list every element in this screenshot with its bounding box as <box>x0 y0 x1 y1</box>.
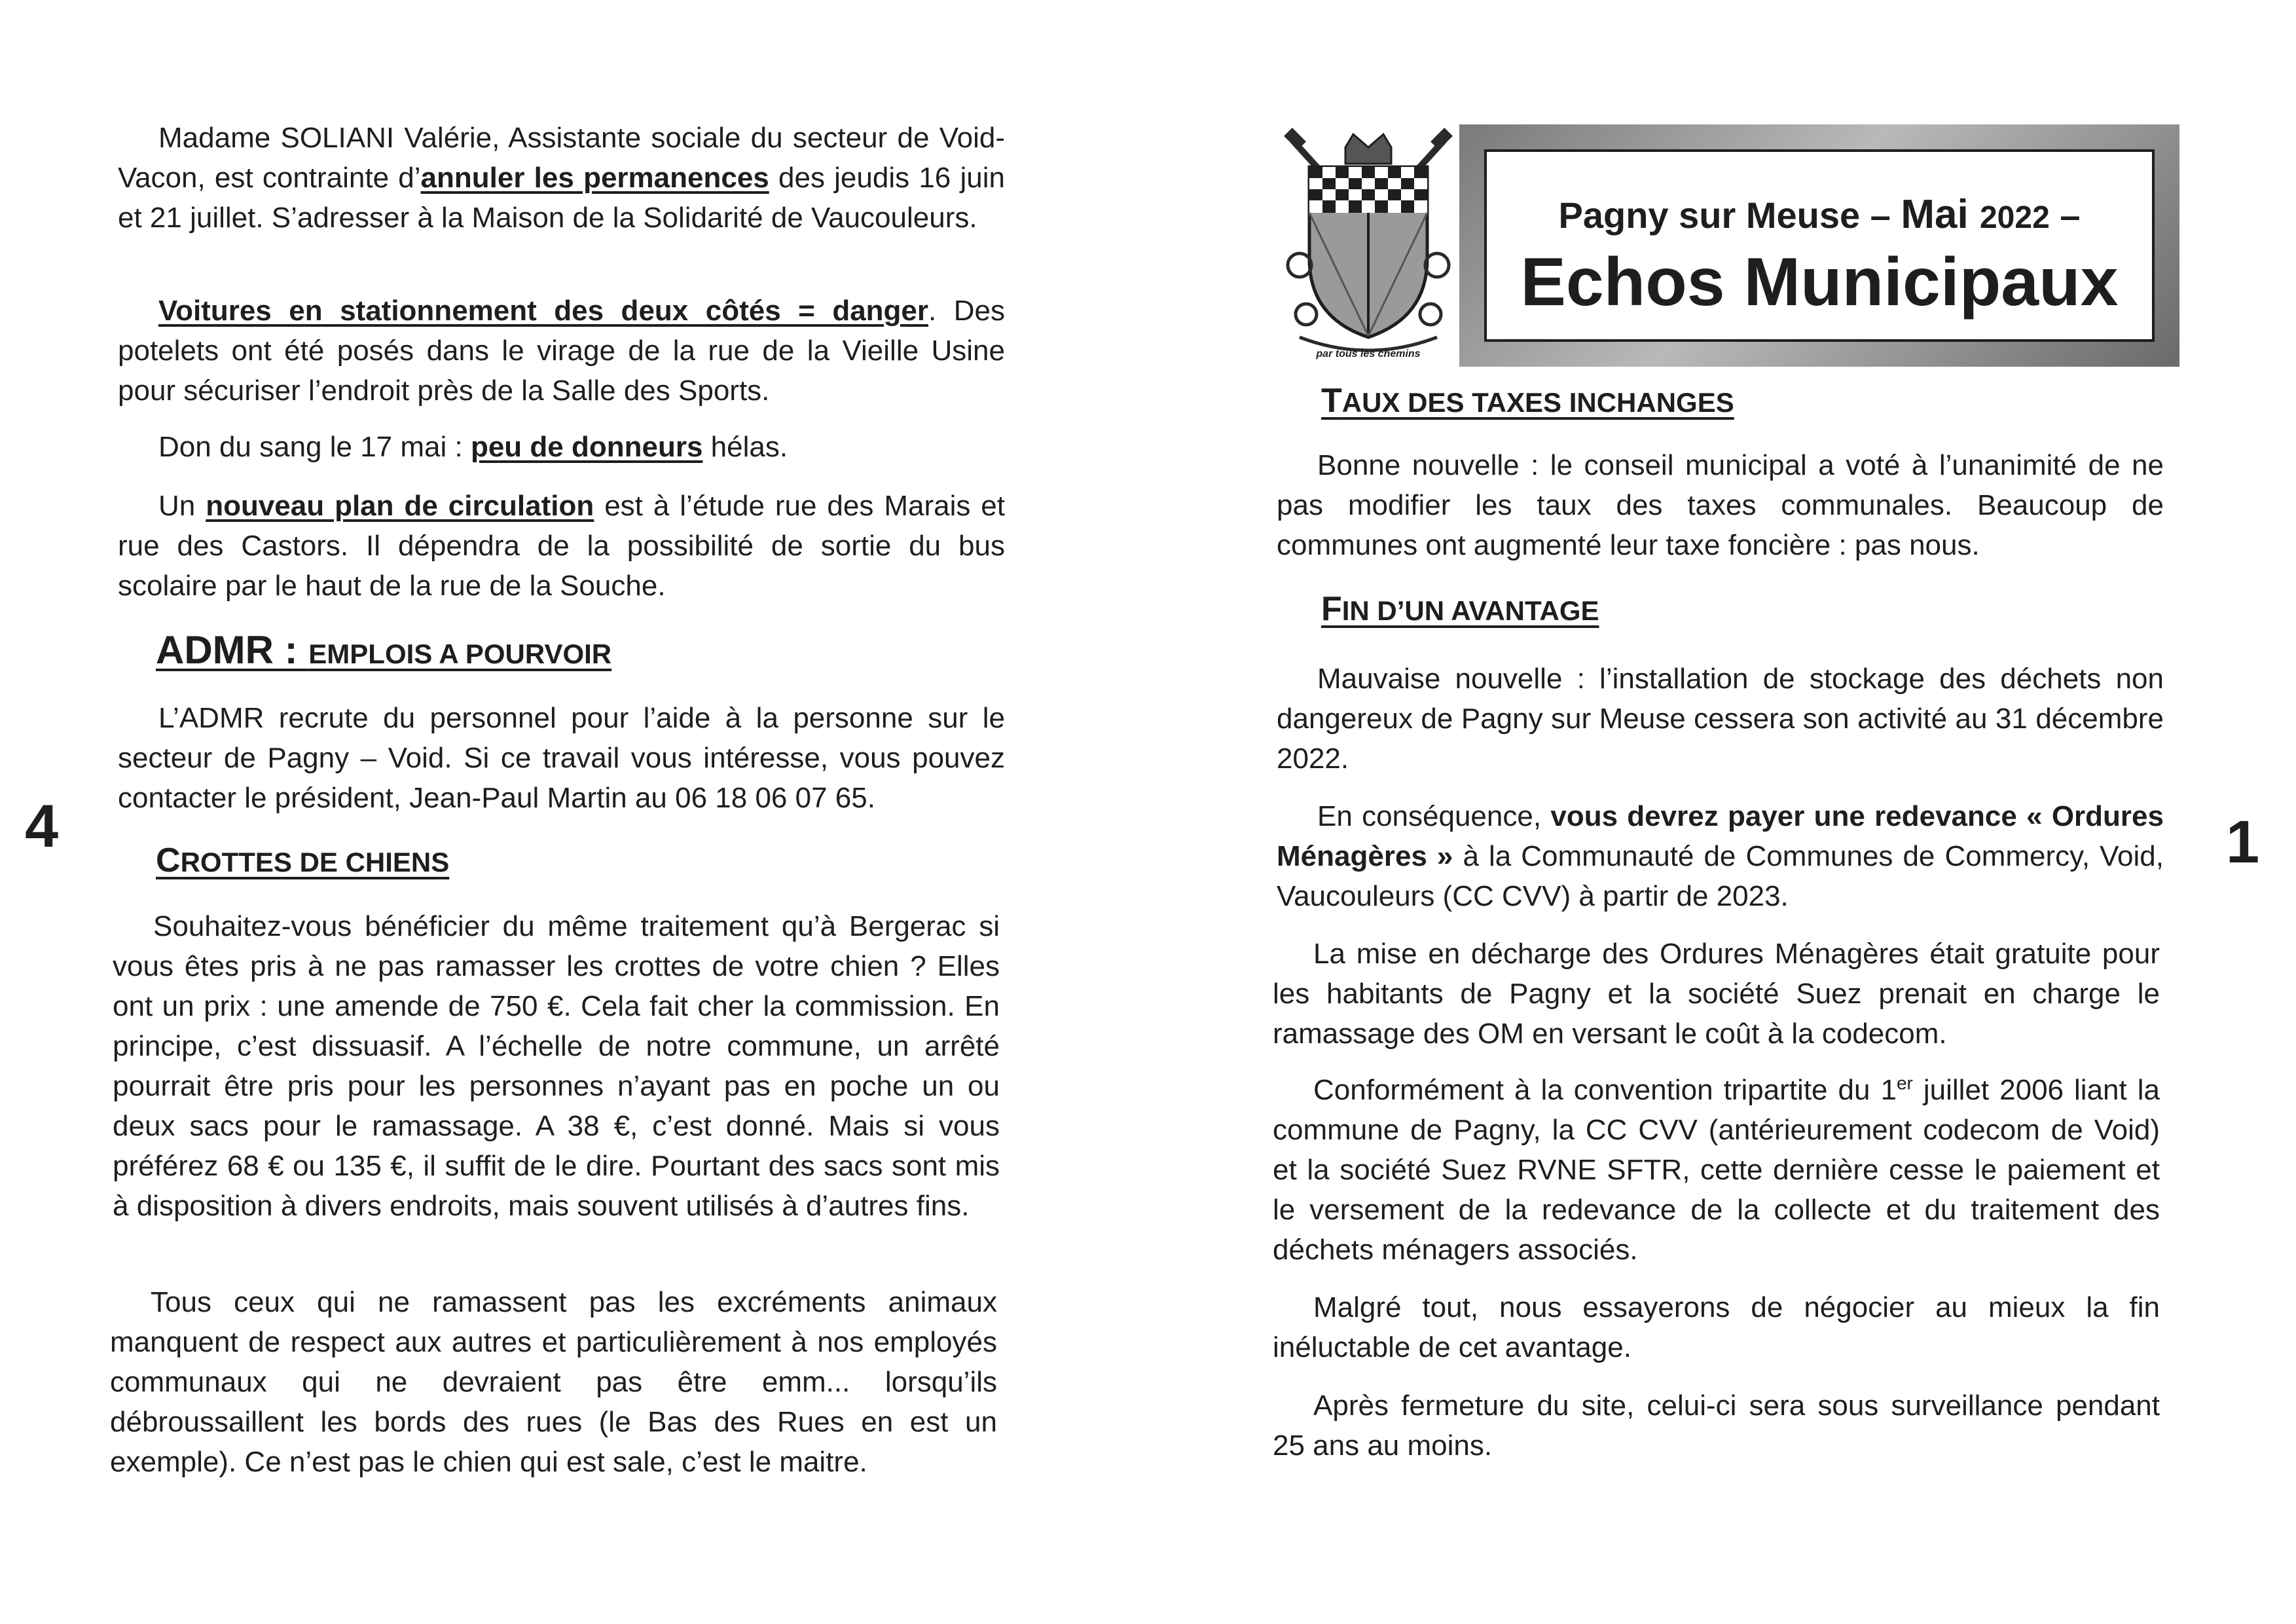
crottes-heading: CROTTES DE CHIENS <box>156 841 450 879</box>
parking-danger-highlight: Voitures en stationnement des deux côtés = danger <box>158 295 929 327</box>
admr-paragraph: L’ADMR recrute du personnel pour l’aide à la personne sur le secteur de Pagny – Void. Si ce travail vous intéresse, vous pouvez contacter le président, Jean-Paul Martin au 06 18 06 07 65. <box>118 702 1005 814</box>
taux-heading: TAUX DES TAXES INCHANGES <box>1321 382 1734 420</box>
fin-paragraph-5: Malgré tout, nous essayerons de négocier au mieux la fin inéluctable de cet avantage. <box>1273 1291 2160 1363</box>
crottes-paragraph-2: Tous ceux qui ne ramassent pas les excréments animaux manquent de respect aux autres et particulièrement à nos employés communaux qui ne devraient pas être emm... lorsqu’ils débroussaillent les bords des rues (le Bas des Rues en est un exemple). Ce n’est pas le chien qui est sale, c’est le maitre. <box>110 1286 997 1478</box>
crest-motto: par tous les chemins <box>1316 348 1421 360</box>
traffic-plan-paragraph: Un nouveau plan de circulation est à l’étude rue des Marais et rue des Castors. Il dépendra de la possibilité de sortie du bus scolaire par le haut de la rue de la Souche. <box>118 490 1005 602</box>
crottes-paragraph-1: Souhaitez-vous bénéficier du même traitement qu’à Bergerac si vous êtes pris à ne pas ramasser les crottes de votre chien ? Elles ont un prix : une amende de 750 €. Cela fait cher la commission. En principe, c’est dissuasif. A l’échelle de notre commune, un arrêté pourrait être pris pour les personnes n’ayant pas en poche un ou deux sacs pour le ramassage. A 38 €, c’est donné. Mais si vous préférez 68 € ou 135 €, il suffit de le dire. Pourtant des sacs sont mis à disposition à divers endroits, mais souvent utilisés à d’autres fins. <box>113 910 1000 1222</box>
fin-paragraph-4: Conformément à la convention tripartite du 1er juillet 2006 liant la commune de Pagny, la CC CVV (antérieurement codecom de Void) et la société Suez RVNE SFTR, cette dernière cesse le paiement et le versement de la redevance de la collecte et du traitement des déchets ménagers associés. <box>1273 1073 2160 1266</box>
parking-danger-paragraph: Voitures en stationnement des deux côtés = danger. Des potelets ont été posés dans le virage de la rue de la Vieille Usine pour sécuriser l’endroit près de la Salle des Sports. <box>118 295 1005 407</box>
taux-paragraph: Bonne nouvelle : le conseil municipal a voté à l’unanimité de ne pas modifier les taux des taxes communales. Beaucoup de communes ont augmenté leur taxe foncière : pas nous. <box>1277 449 2164 561</box>
page-number-left: 4 <box>25 793 59 860</box>
crest-checker-band <box>1309 167 1427 213</box>
fin-paragraph-2: En conséquence, vous devrez payer une redevance « Ordures Ménagères » à la Communauté de Communes de Commercy, Void, Vaucouleurs (CC CVV) à partir de 2023. <box>1277 800 2164 912</box>
few-donors-highlight: peu de donneurs <box>470 431 703 463</box>
fin-paragraph-1: Mauvaise nouvelle : l’installation de stockage des déchets non dangereux de Pagny sur Meuse cessera son activité au 31 décembre 2022. <box>1277 663 2164 775</box>
blood-donation-paragraph: Don du sang le 17 mai : peu de donneurs hélas. <box>158 431 788 463</box>
fin-heading: FIN D’UN AVANTAGE <box>1321 590 1599 628</box>
municipal-crest-logo <box>1280 128 1457 363</box>
masthead-frame <box>1459 124 2179 367</box>
traffic-plan-highlight: nouveau plan de circulation <box>206 490 594 522</box>
fin-paragraph-6: Après fermeture du site, celui-ci sera sous surveillance pendant 25 ans au moins. <box>1273 1390 2160 1462</box>
redevance-highlight: vous devrez payer une redevance « Ordures Ménagères » <box>1277 800 2164 872</box>
page-number-right: 1 <box>2226 809 2260 876</box>
cancel-permanences-highlight: annuler les permanences <box>420 162 769 194</box>
masthead-subtitle: Pagny sur Meuse – Mai 2022 – <box>1558 192 2081 237</box>
masthead-title: Echos Municipaux <box>1520 244 2119 320</box>
fin-paragraph-3: La mise en décharge des Ordures Ménagères était gratuite pour les habitants de Pagny et la société Suez prenait en charge le ramassage des OM en versant le coût à la codecom. <box>1273 938 2160 1050</box>
masthead-inner <box>1484 149 2155 342</box>
social-worker-paragraph: Madame SOLIANI Valérie, Assistante sociale du secteur de Void-Vacon, est contrainte d’annuler les permanences des jeudis 16 juin et 21 juillet. S’adresser à la Maison de la Solidarité de Vaucouleurs. <box>118 122 1005 234</box>
admr-heading: ADMR : EMPLOIS A POURVOIR <box>156 628 612 672</box>
